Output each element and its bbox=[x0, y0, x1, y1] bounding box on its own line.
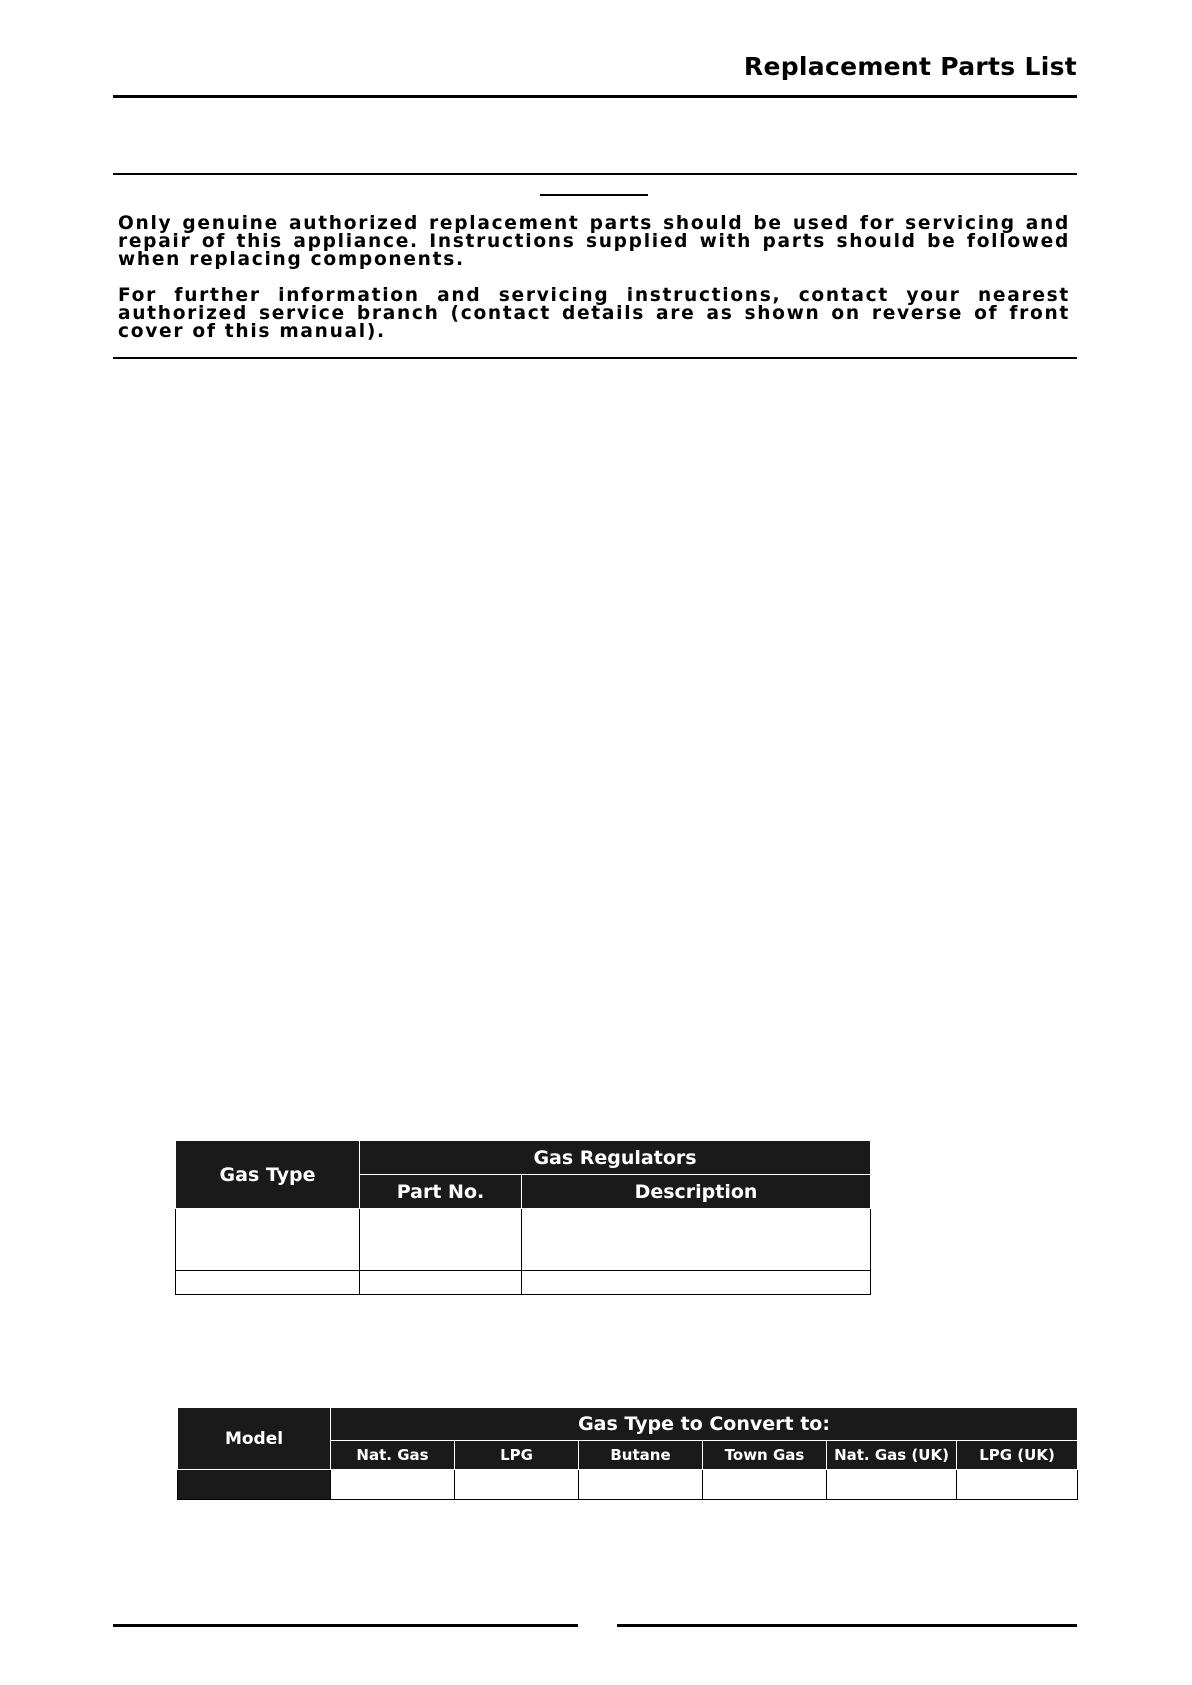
gas-type-header: Gas Type bbox=[176, 1141, 360, 1209]
description-cell bbox=[522, 1209, 871, 1271]
notice-top-rule bbox=[113, 173, 1077, 175]
col-nat-gas-uk: Nat. Gas (UK) bbox=[827, 1441, 957, 1470]
convert-to-header: Gas Type to Convert to: bbox=[331, 1408, 1078, 1441]
notice-paragraph-service: For further information and servicing instructions, contact your nearest authorized service branch (contact details are as shown on reverse of front cover of this manual). bbox=[118, 285, 1070, 342]
col-lpg-uk: LPG (UK) bbox=[957, 1441, 1078, 1470]
page-title: Replacement Parts List bbox=[743, 52, 1077, 81]
description-header: Description bbox=[522, 1175, 871, 1209]
table-row bbox=[176, 1209, 871, 1271]
footer-rule-right bbox=[617, 1624, 1077, 1627]
col-lpg: LPG bbox=[455, 1441, 579, 1470]
table-row bbox=[176, 1271, 871, 1295]
town-gas-cell bbox=[703, 1470, 827, 1500]
part-no-cell bbox=[360, 1209, 522, 1271]
col-nat-gas: Nat. Gas bbox=[331, 1441, 455, 1470]
butane-cell bbox=[579, 1470, 703, 1500]
notice-paragraph-parts: Only genuine authorized replacement parts should be used for servicing and repair of this appliance. Instructions supplied with parts should be followed when replacing components. bbox=[118, 213, 1070, 270]
gas-type-cell bbox=[176, 1209, 360, 1271]
notice-bottom-rule bbox=[113, 357, 1077, 359]
nat-gas-uk-cell bbox=[827, 1470, 957, 1500]
gas-conversion-table bbox=[177, 1407, 1078, 1500]
part-no-cell bbox=[360, 1271, 522, 1295]
description-cell bbox=[522, 1271, 871, 1295]
part-no-header: Part No. bbox=[360, 1175, 522, 1209]
notice-heading-underline bbox=[540, 194, 648, 196]
header-rule bbox=[113, 95, 1077, 98]
table-row bbox=[178, 1470, 1078, 1500]
model-header: Model bbox=[178, 1408, 331, 1470]
lpg-uk-cell bbox=[957, 1470, 1078, 1500]
col-town-gas: Town Gas bbox=[703, 1441, 827, 1470]
lpg-cell bbox=[455, 1470, 579, 1500]
gas-type-cell bbox=[176, 1271, 360, 1295]
footer-rule-left bbox=[113, 1624, 578, 1627]
gas-regulators-header: Gas Regulators bbox=[360, 1141, 871, 1175]
col-butane: Butane bbox=[579, 1441, 703, 1470]
nat-gas-cell bbox=[331, 1470, 455, 1500]
model-cell bbox=[178, 1470, 331, 1500]
gas-regulators-table bbox=[175, 1140, 871, 1295]
